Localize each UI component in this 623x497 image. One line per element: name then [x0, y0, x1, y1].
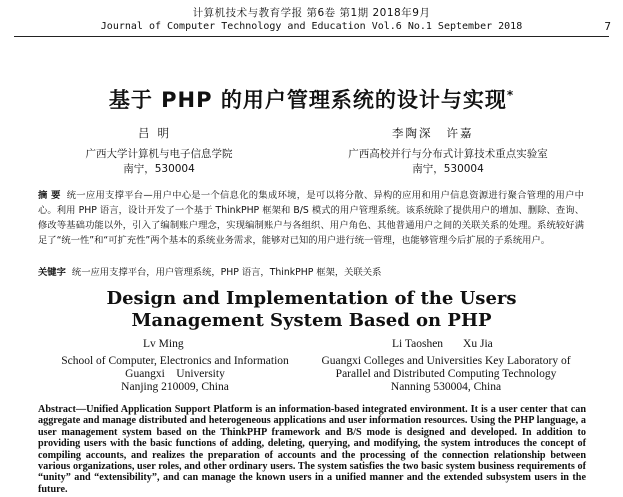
- journal-header-en: Journal of Computer Technology and Education Vol.6 No.1 September 2018: [100, 21, 523, 32]
- page-number: 7: [604, 20, 611, 33]
- abstract-en: Abstract—Unified Application Support Platform is an information-based integrated environment. It is a user center that can aggregate and manage distributed and heterogeneous applications and user information resources. Using the PHP language, a user management system based on the ThinkPHP framework and B/S mode is designed and developed. In addition to providing users with the basic functions of adding, deleting, querying, and modifying, the system introduces the concept of compiling accounts, and realizes the preparation of accounts and the processing of the connection relationship between various organizations, user roles, and other ordinary users. The system satisfies the two basic system business requirements of “unity” and “extensibility”, and can manage the known users in a unified manner and the extended subsystem users in the future.: [38, 404, 586, 495]
- affiliation-cn-2: [320, 147, 576, 177]
- author-en-1: Lv Ming: [143, 338, 184, 350]
- title-cn-text: 基于 PHP 的用户管理系统的设计与实现: [108, 88, 507, 112]
- title-cn: [0, 84, 623, 114]
- affiliation-en-2-line-3: Nanning 530004, China: [390, 381, 502, 393]
- keywords-cn-label: 关键字: [38, 267, 66, 278]
- running-header: [0, 6, 623, 33]
- abstract-cn: [38, 188, 584, 248]
- affiliation-cn-1: [66, 147, 252, 177]
- author-cn-2: 李陶深: [392, 126, 433, 140]
- abstract-cn-label: 摘 要: [38, 190, 61, 201]
- title-en-line-2: Management System Based on PHP: [131, 310, 492, 331]
- affiliation-en-1: [50, 355, 300, 394]
- author-cn-1: 吕明: [138, 126, 177, 140]
- journal-header-cn: 计算机技术与教育学报 第6卷 第1期 2018年9月: [192, 7, 431, 19]
- affiliation-en-1-line-2: Guangxi University: [125, 368, 225, 380]
- author-en-3: Xu Jia: [463, 338, 493, 350]
- author-cn-3: 许嘉: [446, 126, 474, 140]
- affiliation-cn-2-org: 广西高校并行与分布式计算技术重点实验室: [348, 148, 548, 160]
- author-en-2: Li Taoshen: [392, 338, 444, 350]
- keywords-cn: [38, 266, 584, 280]
- affiliation-cn-2-city: 南宁，530004: [412, 163, 484, 175]
- keywords-cn-text: 统一应用支撑平台，用户管理系统，PHP 语言，ThinkPHP 框架，关联关系: [71, 267, 382, 278]
- affiliation-en-2: [300, 355, 592, 394]
- authors-en-2-3: [392, 338, 493, 350]
- affiliation-en-1-line-1: School of Computer, Electronics and Information: [61, 355, 289, 367]
- abstract-cn-text: 统一应用支撑平台—用户中心是一个信息化的集成环境，是可以将分散、异构的应用和用户信息资源进行聚合管理的用户中心。利用 PHP 语言，设计开发了一个基于 ThinkPHP 框架和 B/S 模式的用户管理系统。该系统除了提供用户的增加、删除、查询、修改等基础功能以外，引入了编制账户理念，实现编制账户与各组织、用户角色、其他普通用户之间的关联关系的处理。系统较好满足了“统一性”和“可扩充性”两个基本的系统业务需求，能够对已知的用户进行统一管理，也能够管理今后扩展的子系统用户。: [38, 190, 584, 246]
- affiliation-en-2-line-2: Parallel and Distributed Computing Technology: [335, 368, 557, 380]
- title-en: [0, 288, 623, 332]
- affiliation-cn-1-org: 广西大学计算机与电子信息学院: [85, 148, 233, 160]
- authors-cn-2-3: [392, 125, 474, 141]
- affiliation-en-2-line-1: Guangxi Colleges and Universities Key Laboratory of: [321, 355, 571, 367]
- title-footnote-mark: *: [506, 88, 515, 102]
- title-en-line-1: Design and Implementation of the Users: [106, 288, 517, 309]
- header-rule: [14, 36, 609, 37]
- affiliation-en-1-line-3: Nanjing 210009, China: [121, 381, 229, 393]
- affiliation-cn-1-city: 南宁，530004: [123, 163, 195, 175]
